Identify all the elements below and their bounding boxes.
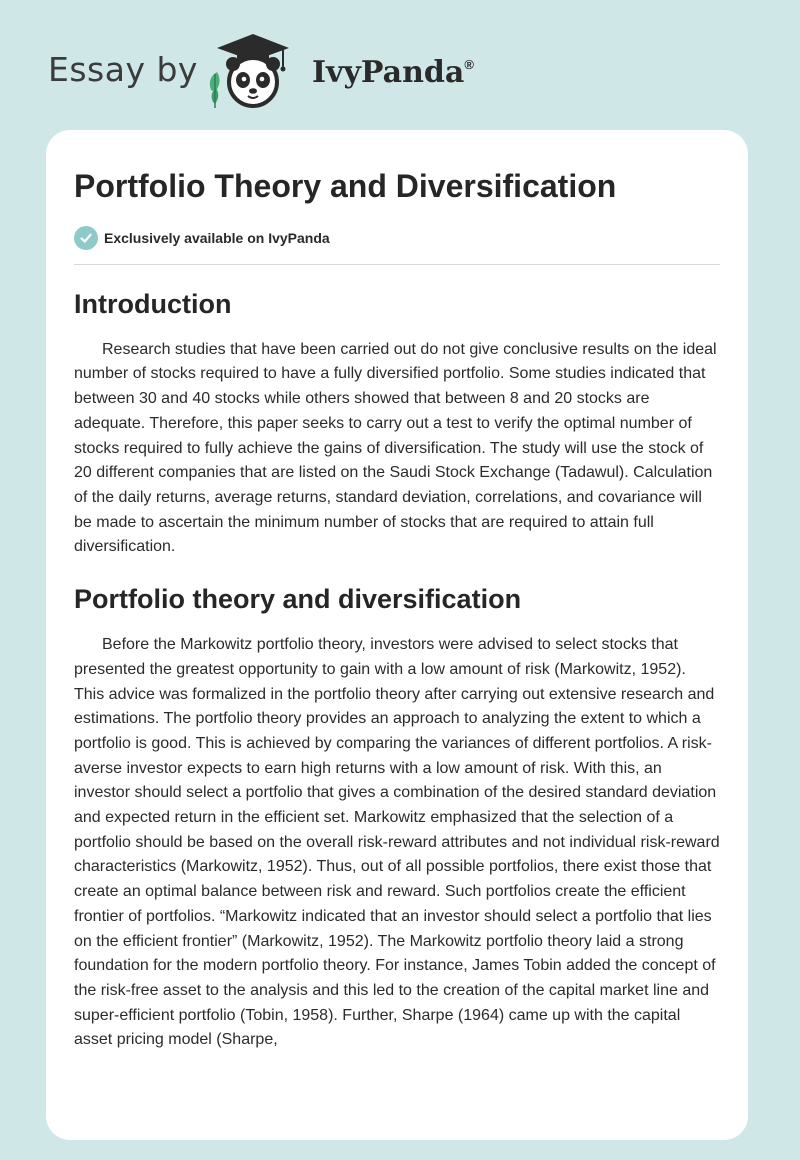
- title-divider: [74, 264, 720, 265]
- exclusive-badge: [74, 224, 720, 252]
- check-icon: [74, 226, 98, 250]
- section-paragraph-portfolio-theory: Before the Markowitz portfolio theory, investors were advised to select stocks that presented the greatest opportunity to gain with a low amount of risk (Markowitz, 1952). This advice was formalized in the portfolio theory after carrying out extensive research and estimations. The portfolio theory provides an approach to analyzing the extent to which a portfolio is good. This is achieved by comparing the variances of different portfolios. A risk-averse investor expects to earn high returns with a low amount of risk. With this, an investor should select a portfolio that gives a combination of the desired standard deviation and expected return in the efficient set. Markowitz emphasized that the selection of a portfolio should be based on the overall risk-reward attributes and not individual risk-reward characteristics (Markowitz, 1952). Thus, out of all possible portfolios, there exist those that create an optimal balance between risk and reward. Such portfolios create the efficient frontier of portfolios. “Markowitz indicated that an investor should select a portfolio that lies on the efficient frontier” (Markowitz, 1952). The Markowitz portfolio theory laid a strong foundation for the modern portfolio theory. For instance, James Tobin added the concept of the risk-free asset to the analysis and this led to the creation of the capital market line and super-efficient portfolio (Tobin, 1958). Further, Sharpe (1964) came up with the capital asset pricing model (Sharpe,: [74, 636, 720, 1049]
- panda-logo-icon[interactable]: [203, 28, 303, 112]
- section-heading-portfolio-theory: Portfolio theory and diversification: [74, 584, 522, 615]
- section-paragraph-introduction: Research studies that have been carried out do not give conclusive results on the ideal number of stocks required to have a fully diversified portfolio. Some studies indicated that between 30 and 40 stocks while others showed that between 8 and 20 stocks are adequate. Therefore, this paper seeks to carry out a test to verify the optimal number of stocks required to fully achieve the gains of diversification. The study will use the stock of 20 different companies that are listed on the Saudi Stock Exchange (Tadawul). Calculation of the daily returns, average returns, standard deviation, correlations, and covariance will be made to ascertain the minimum number of stocks that are required to attain full diversification.: [74, 340, 717, 556]
- page-title: Portfolio Theory and Diversification: [74, 168, 617, 204]
- essay-card: [46, 130, 748, 1140]
- site-header: [48, 28, 548, 118]
- section-heading-introduction: Introduction: [74, 288, 232, 319]
- essay-by-label: Essay by: [48, 50, 198, 89]
- exclusive-badge-label: Exclusively available on IvyPanda: [104, 229, 330, 246]
- brand-name[interactable]: IvyPanda®: [312, 55, 474, 90]
- registered-mark: ®: [464, 57, 474, 72]
